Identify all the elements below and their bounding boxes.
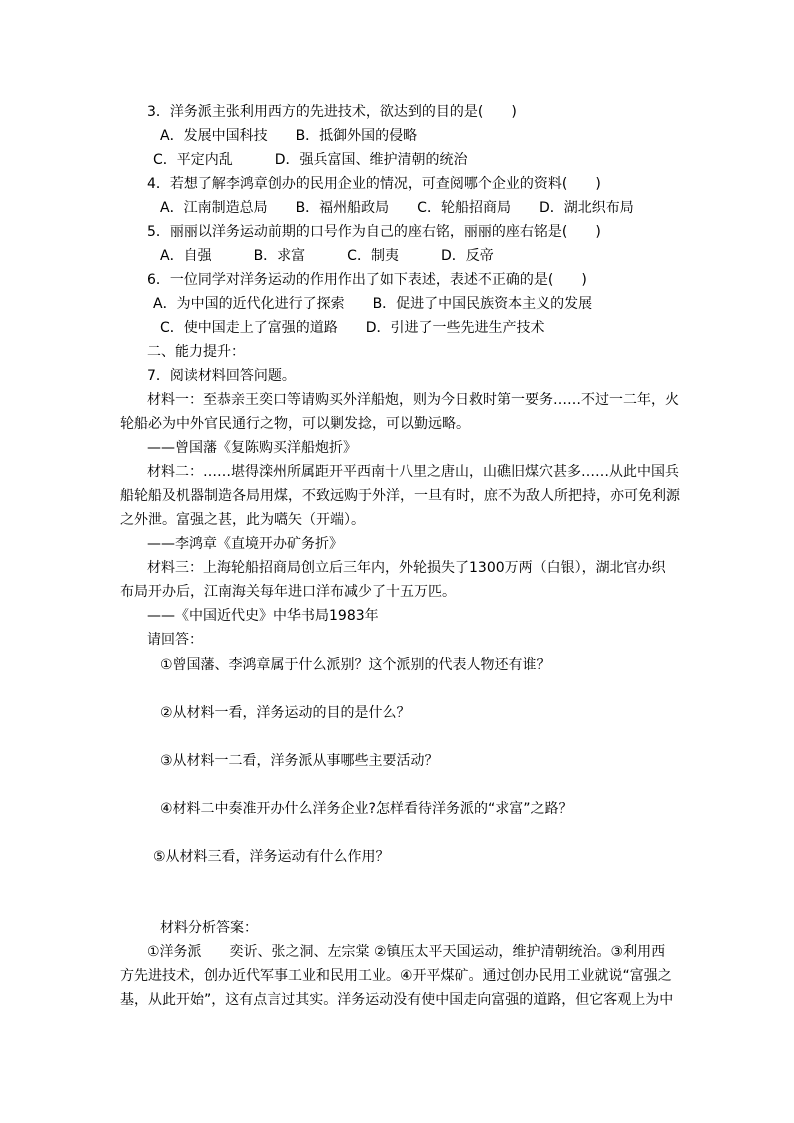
sub-question-2: ②从材料一看，洋务运动的目的是什么？ [160, 705, 411, 721]
answers-line-1: ①洋务派 奕䜣、张之洞、左宗棠 ②镇压太平天国运动，维护清朝统治。③利用西 [147, 944, 666, 960]
sub-question-3: ③从材料一二看，洋务派从事哪些主要活动？ [160, 753, 439, 769]
material-1-line-1: 材料一：至恭亲王奕口等请购买外洋船炮，则为今日救时第一要务……不过一二年，火 [147, 392, 679, 408]
material-1-line-2: 轮船必为中外官民通行之物，可以剿发捻，可以勤远略。 [120, 416, 470, 432]
answers-line-2: 方先进技术，创办近代军事工业和民用工业。④开平煤矿。通过创办民用工业就说“富强之 [120, 968, 672, 984]
answers-heading: 材料分析答案： [160, 920, 258, 936]
sub-question-5: ⑤从材料三看，洋务运动有什么作用？ [153, 849, 390, 865]
answers-line-3: 基，从此开始”，这有点言过其实。洋务运动没有使中国走向富强的道路，但它客观上为中 [120, 992, 674, 1008]
material-2-line-1: 材料二：……堪得滦州所属距开平西南十八里之唐山，山礁旧煤穴甚多……从此中国兵 [147, 464, 679, 480]
material-2-line-3: 之外泄。富强之甚，此为嚆矢（开端）。 [120, 512, 365, 528]
question-4-options: A．江南制造总局 B．福州船政局 C．轮船招商局 D．湖北织布局 [160, 200, 634, 216]
section-heading: 二、能力提升： [147, 344, 245, 360]
answer-prompt: 请回答： [147, 632, 203, 648]
question-5-options: A．自强 B．求富 C．制夷 D．反帝 [160, 248, 494, 264]
question-6-stem: 6．一位同学对洋务运动的作用作出了如下表述，表述不正确的是( ) [147, 272, 587, 288]
material-3-line-1: 材料三：上海轮船招商局创立后三年内，外轮损失了1300万两（白银），湖北官办织 [147, 560, 666, 576]
question-6-options-ab: A．为中国的近代化进行了探索 B．促进了中国民族资本主义的发展 [153, 296, 593, 312]
material-3-line-2: 布局开办后，江南海关每年进口洋布减少了十五万匹。 [120, 584, 456, 600]
sub-question-4: ④材料二中奏准开办什么洋务企业?怎样看待洋务派的“求富”之路？ [160, 801, 573, 817]
question-3-options-ab: A．发展中国科技 B．抵御外国的侵略 [160, 128, 418, 144]
question-4-stem: 4．若想了解李鸿章创办的民用企业的情况，可查阅哪个企业的资料( ) [147, 176, 601, 192]
material-2-line-2: 船轮船及机器制造各局用煤，不致远购于外洋，一旦有时，庶不为敌人所把持，亦可免利源 [120, 488, 680, 504]
material-1-source: ——曾国藩《复陈购买洋船炮折》 [147, 440, 357, 456]
question-6-options-cd: C．使中国走上了富强的道路 D．引进了一些先进生产技术 [160, 320, 545, 336]
question-7-stem: 7．阅读材料回答问题。 [147, 368, 296, 384]
question-3-stem: 3．洋务派主张利用西方的先进技术，欲达到的目的是( ) [147, 104, 517, 120]
material-2-source: ——李鸿章《直境开办矿务折》 [147, 536, 343, 552]
question-3-options-cd: C．平定内乱 D．强兵富国、维护清朝的统治 [153, 152, 468, 168]
material-3-source: ——《中国近代史》中华书局1983年 [147, 608, 379, 624]
question-5-stem: 5．丽丽以洋务运动前期的口号作为自己的座右铭，丽丽的座右铭是( ) [147, 224, 601, 240]
sub-question-1: ①曾国藩、李鸿章属于什么派别？这个派别的代表人物还有谁？ [160, 657, 551, 673]
